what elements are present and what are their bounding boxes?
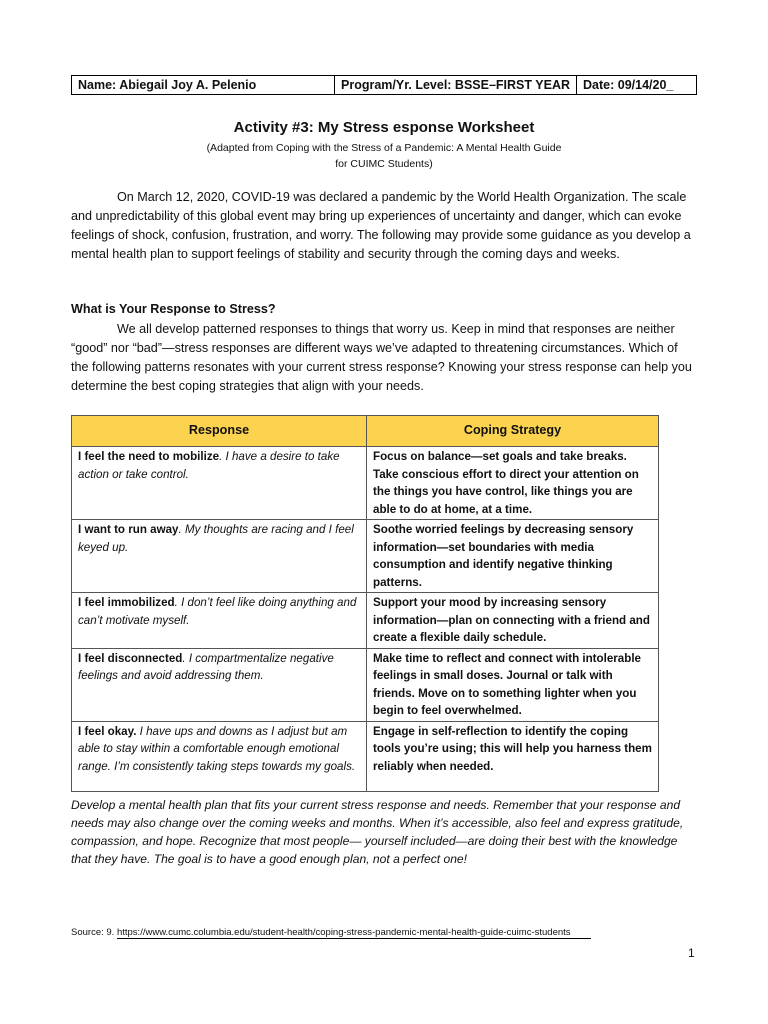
stress-response-table (71, 415, 659, 792)
source-citation (71, 927, 591, 938)
response-column-header: Response (72, 416, 367, 447)
intro-text: On March 12, 2020, COVID-19 was declared a pandemic by the World Health Organization. The scale and unpredictability of this global event may bring up experiences of uncertainty and danger, which can evoke feelings of shock, confusion, frustration, and worry. The following may provide some guidance as you develop a mental health plan to support feelings of stability and security through the coming days and weeks. (71, 190, 691, 261)
table-row (72, 447, 659, 520)
response-lead: I feel okay. (78, 724, 137, 738)
subtitle-line-2: for CUIMC Students) (335, 158, 433, 170)
section-text: We all develop patterned responses to things that worry us. Keep in mind that responses are neither “good” nor “bad”—stress responses are different ways we’ve adapted to threatening circumstances. Which of the following patterns resonates with your current stress response? Knowing your stress response can help you determine the best coping strategies that align with your needs. (71, 322, 692, 393)
table-row (72, 648, 659, 721)
response-lead: I feel immobilized (78, 596, 175, 609)
response-detail: . My thoughts are racing and I feel keyed up. (78, 523, 354, 554)
source-label: Source: 9. (71, 927, 115, 938)
response-cell (72, 721, 367, 791)
coping-cell: Make time to reflect and connect with intolerable feelings in small doses. Journal or talk with friends. Move on to something lighter when you begin to feel overwhelmed. (367, 648, 659, 721)
worksheet-title: Activity #3: My Stress esponse Worksheet (233, 119, 535, 136)
coping-column-header: Coping Strategy (367, 416, 659, 447)
response-detail: . I compartmentalize negative feelings and avoid addressing them. (78, 651, 334, 682)
coping-cell: Focus on balance—set goals and take breaks. Take conscious effort to direct your attention on the things you have control, like things you are able to do at home, at a time. (367, 447, 659, 520)
student-info-table (71, 75, 697, 95)
response-lead: I feel the need to mobilize (78, 450, 220, 463)
subtitle-line-1: (Adapted from Coping with the Stress of a Pandemic: A Mental Health Guide (206, 142, 562, 154)
section-paragraph (71, 320, 697, 396)
closing-paragraph: Develop a mental health plan that fits your current stress response and needs. Remember that your response and needs may also change over the coming weeks and months. When it’s accessible, also feel and express gratitude, compassion, and hope. Recognize that most people— yourself included—are doing their best with the knowledge that they have. The goal is to have a good enough plan, not a perfect one! (71, 798, 684, 866)
program-year: Program/Yr. Level: BSSE–FIRST YEAR (335, 76, 577, 95)
date: Date: 09/14/20_ (577, 76, 697, 95)
worksheet-subtitle (0, 140, 768, 172)
response-cell (72, 520, 367, 593)
source-link[interactable]: https://www.cumc.columbia.edu/student-health/coping-stress-pandemic-mental-health-guide-cuimc-students (117, 927, 591, 939)
response-detail: I have ups and downs as I adjust but am able to stay within a comfortable enough emotional range. I’m consistently taking steps towards my goals. (78, 724, 356, 773)
section-heading: What is Your Response to Stress? (71, 302, 276, 316)
coping-cell: Support your mood by increasing sensory information—plan on connecting with a friend and create a flexible daily schedule. (367, 593, 659, 649)
table-row (72, 721, 659, 791)
table-row (72, 520, 659, 593)
table-row (72, 593, 659, 649)
response-cell (72, 648, 367, 721)
response-detail: . I have a desire to take action or take control. (78, 450, 340, 481)
page-number: 1 (688, 946, 695, 960)
coping-cell: Soothe worried feelings by decreasing sensory information—set boundaries with media consumption and identify negative thinking patterns. (367, 520, 659, 593)
response-lead: I want to run away (78, 523, 179, 536)
response-cell (72, 593, 367, 649)
response-cell (72, 447, 367, 520)
response-detail: . I don’t feel like doing anything and can’t motivate myself. (78, 596, 357, 627)
intro-paragraph (71, 188, 697, 264)
student-name: Name: Abiegail Joy A. Pelenio (72, 76, 335, 95)
coping-cell: Engage in self-reflection to identify the coping tools you’re using; this will help you harness them reliably when needed. (367, 721, 659, 791)
response-lead: I feel disconnected (78, 651, 183, 665)
table-header-row (72, 416, 659, 447)
